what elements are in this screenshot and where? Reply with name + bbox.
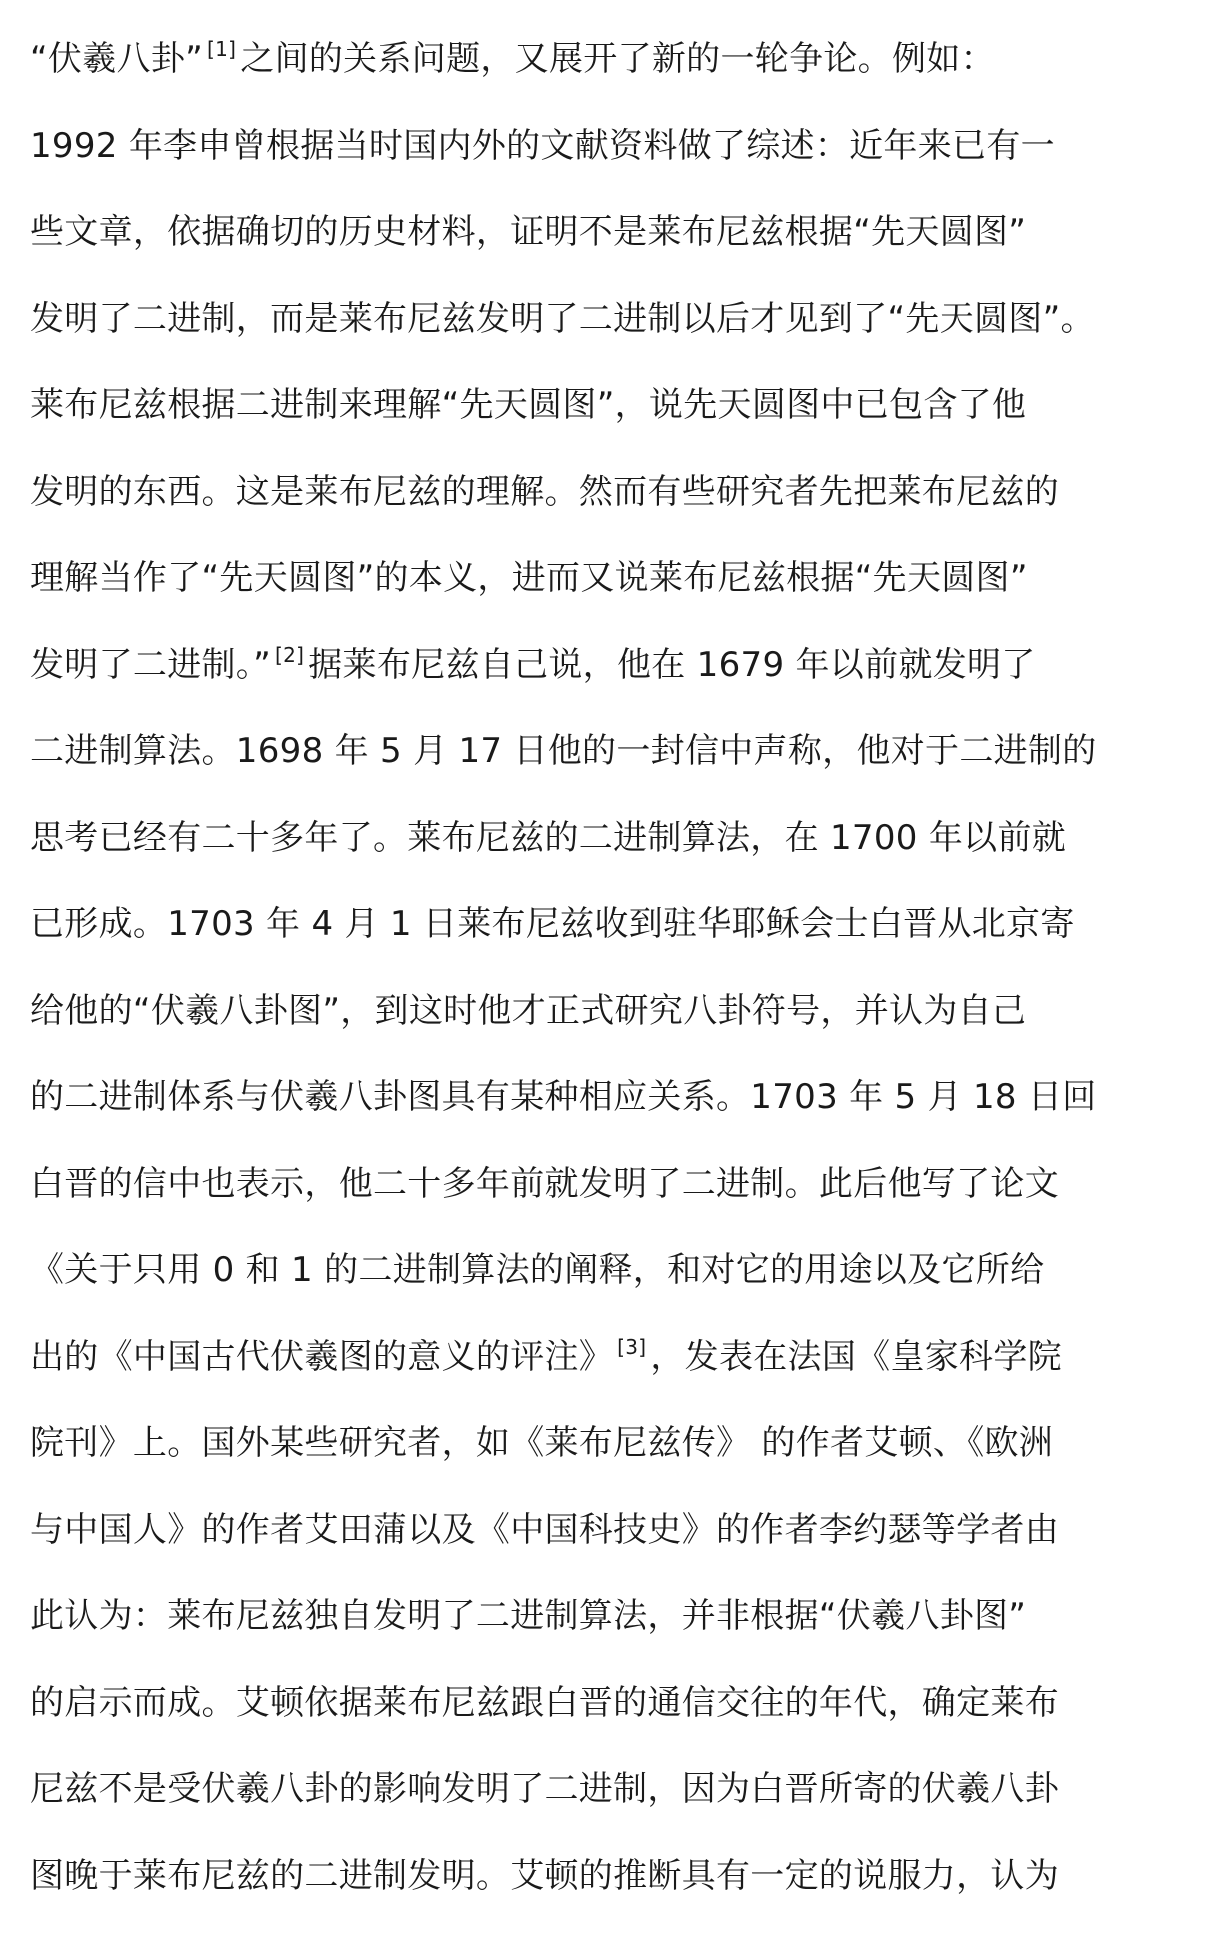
text-line	[30, 968, 1210, 1055]
text-segment: 此认为：莱布尼兹独自发明了二进制算法，并非根据“伏羲八卦图”	[30, 1596, 1027, 1636]
text-line	[30, 189, 1210, 276]
text-segment: 白晋的信中也表示，他二十多年前就发明了二进制。此后他写了论文	[30, 1163, 1059, 1204]
text-line	[30, 1400, 1210, 1487]
text-segment: 发明了二进制。”	[30, 644, 272, 685]
text-segment: 与中国人》的作者艾田蒲以及《中国科技史》的作者李约瑟等学者由	[30, 1509, 1059, 1550]
text-segment: 二进制算法。1698 年 5 月 17 日他的一封信中声称，他对于二进制的	[30, 731, 1097, 771]
text-line	[30, 276, 1210, 363]
text-line	[30, 1141, 1210, 1228]
text-line	[30, 449, 1210, 536]
text-line	[30, 1660, 1210, 1747]
body-text	[30, 16, 1210, 1919]
text-segment: 图晚于莱布尼兹的二进制发明。艾顿的推断具有一定的说服力，认为	[30, 1855, 1059, 1896]
text-line	[30, 795, 1210, 882]
text-segment: 《关于只用 0 和 1 的二进制算法的阐释，和对它的用途以及它所给	[30, 1250, 1045, 1290]
text-segment: 思考已经有二十多年了。莱布尼兹的二进制算法，在 1700 年以前就	[30, 817, 1067, 858]
text-segment: 理解当作了“先天圆图”的本义，进而又说莱布尼兹根据“先天圆图”	[30, 558, 1028, 598]
text-segment: 据莱布尼兹自己说，他在 1679 年以前就发明了	[308, 644, 1036, 685]
footnote-ref-2[interactable]: [2]	[275, 642, 305, 667]
text-segment: 莱布尼兹根据二进制来理解“先天圆图”，说先天圆图中已包含了他	[30, 385, 1027, 425]
footnote-ref-3[interactable]: [3]	[617, 1334, 647, 1359]
text-segment: 尼兹不是受伏羲八卦的影响发明了二进制，因为白晋所寄的伏羲八卦	[30, 1769, 1059, 1809]
footnote-ref-1[interactable]: [1]	[207, 37, 237, 61]
text-segment: 已形成。1703 年 4 月 1 日莱布尼兹收到驻华耶稣会士白晋从北京寄	[30, 904, 1075, 944]
text-line	[30, 362, 1210, 449]
text-segment: 些文章，依据确切的历史材料，证明不是莱布尼兹根据“先天圆图”	[30, 212, 1027, 252]
text-segment: 发明了二进制，而是莱布尼兹发明了二进制以后才见到了“先天圆图”。	[30, 298, 1095, 339]
text-line	[30, 1746, 1210, 1833]
text-line	[30, 535, 1210, 622]
text-segment: 之间的关系问题，又展开了新的一轮争论。例如：	[240, 39, 995, 79]
text-line	[30, 708, 1210, 795]
text-line	[30, 1487, 1210, 1574]
text-segment: 1992 年李申曾根据当时国内外的文献资料做了综述：近年来已有一	[30, 125, 1055, 166]
text-segment: 院刊》上。国外某些研究者，如《莱布尼兹传》 的作者艾顿、《欧洲	[30, 1423, 1054, 1463]
text-segment: 出的《中国古代伏羲图的意义的评注》	[30, 1336, 614, 1377]
text-line	[30, 1054, 1210, 1141]
text-line	[30, 1314, 1210, 1401]
text-segment: 发明的东西。这是莱布尼兹的理解。然而有些研究者先把莱布尼兹的	[30, 471, 1059, 512]
text-segment: 的二进制体系与伏羲八卦图具有某种相应关系。1703 年 5 月 18 日回	[30, 1077, 1097, 1117]
text-line	[30, 16, 1210, 103]
text-line	[30, 1573, 1210, 1660]
text-segment: 给他的“伏羲八卦图”，到这时他才正式研究八卦符号，并认为自己	[30, 990, 1027, 1031]
text-line	[30, 1227, 1210, 1314]
text-line	[30, 1833, 1210, 1920]
text-line	[30, 881, 1210, 968]
text-segment: ，发表在法国《皇家科学院	[650, 1336, 1062, 1377]
text-segment: 的启示而成。艾顿依据莱布尼兹跟白晋的通信交往的年代，确定莱布	[30, 1682, 1059, 1723]
text-segment: “伏羲八卦”	[30, 39, 204, 79]
text-line	[30, 103, 1210, 190]
text-line	[30, 622, 1210, 709]
